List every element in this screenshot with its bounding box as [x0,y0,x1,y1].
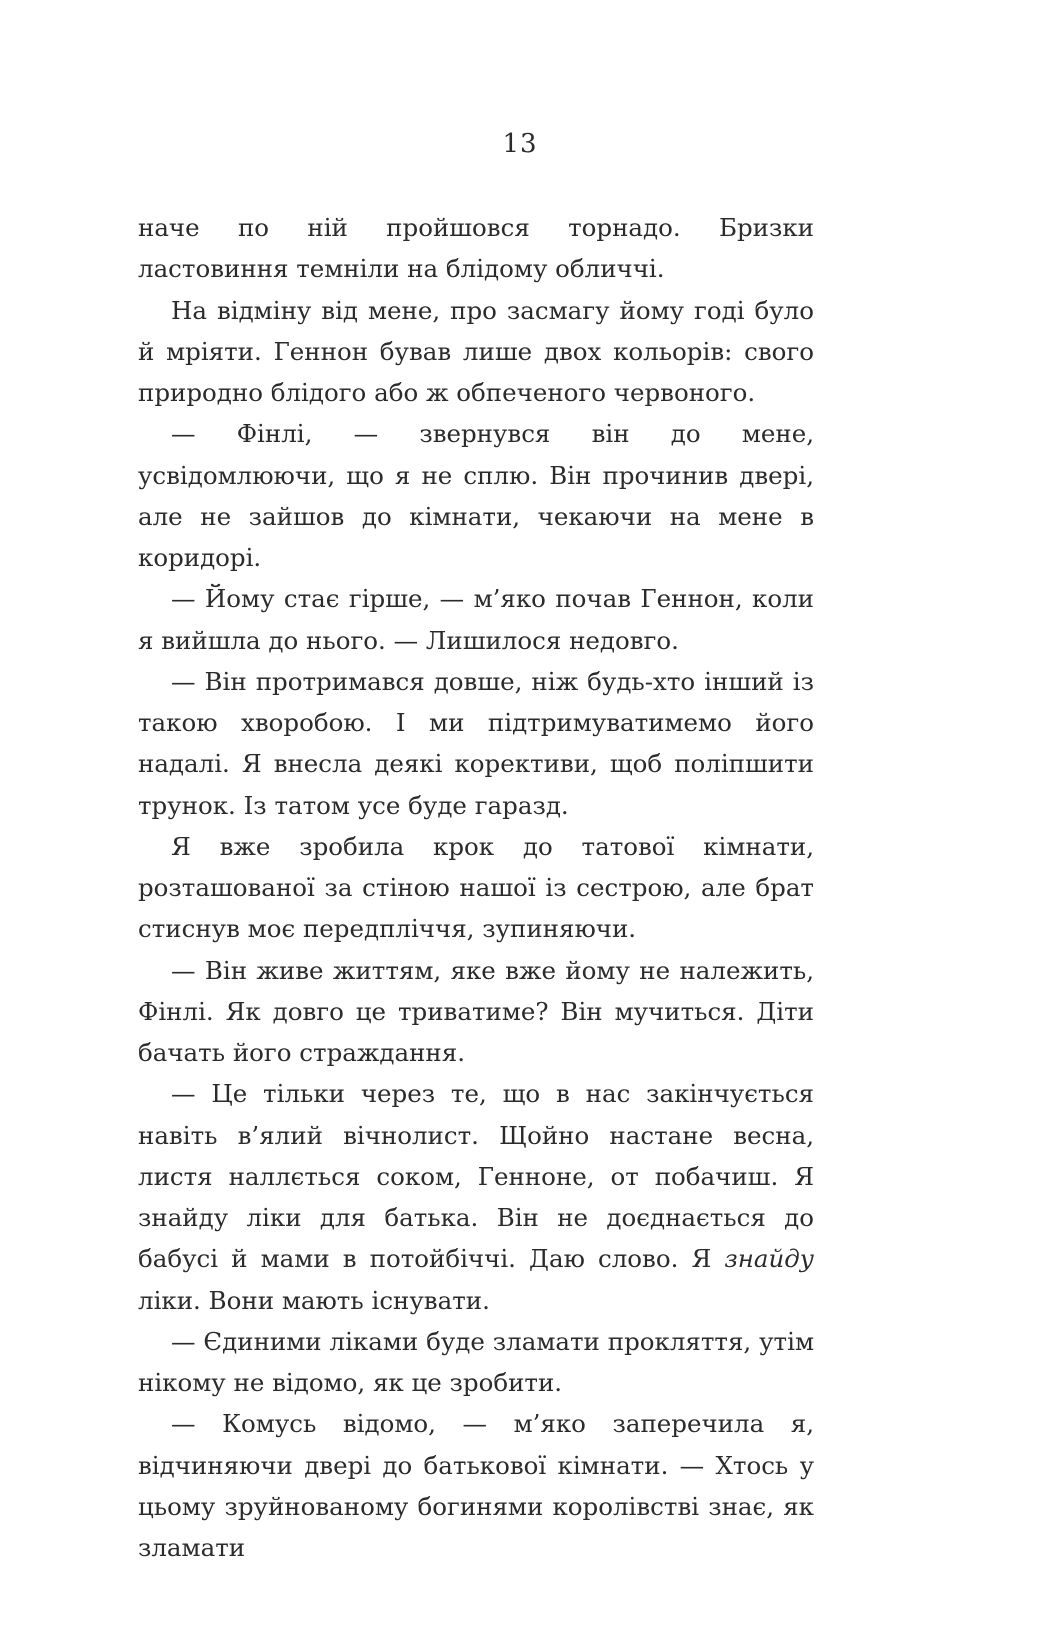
paragraph-text: — Він протримався довше, ніж будь-хто інший із такою хворобою. І ми підтримуватимемо його надалі. Я внесла деякі корективи, щоб поліпшити трунок. Із татом усе буде гаразд. [138,666,814,820]
paragraph [138,1321,814,1404]
paragraph [138,950,814,1074]
emphasis-text: знайду [724,1244,814,1274]
paragraph [138,1403,814,1568]
paragraph-text: На відміну від мене, про засмагу йому годі було й мріяти. Геннон бував лише двох кольорів: свого природно блідого або ж обпеченого червоного. [138,295,814,407]
paragraph [138,207,814,290]
paragraph-text: — Комусь відомо, — м’яко заперечила я, відчиняючи двері до батькової кімнати. — Хтось у цьому зруйнованому богинями королівстві знає, як зламати [138,1409,814,1562]
paragraph [138,1073,814,1321]
paragraph-text: — Фінлі, — звернувся він до мене, усвідомлюючи, що я не сплю. Він прочинив двері, але не зайшов до кімнати, чекаючи на мене в коридорі. [138,419,814,572]
paragraph [138,661,814,826]
paragraph-text: наче по ній пройшовся торнадо. Бризки ластовиння темніли на блідому обличчі. [138,213,814,284]
paragraph-text: — Йому стає гірше, — м’яко почав Геннон, коли я вийшла до нього. — Лишилося недовго. [138,584,814,655]
paragraph [138,290,814,414]
paragraph [138,413,814,578]
paragraph-text: Я вже зробила крок до татової кімнати, розташованої за стіною нашої із сестрою, але брат стиснув моє передпліччя, зупиняючи. [138,831,814,944]
paragraph [138,826,814,950]
paragraph-text: — Це тільки через те, що в нас закінчується навіть в’ялий вічнолист. Щойно настане весна, листя наллється соком, Генноне, от побачиш. Я знайду ліки для батька. Він не доєднається до бабусі й мами в потойбіччі. Даю слово. Я [138,1079,814,1274]
paragraph-text: ліки. Вони мають існувати. [138,1285,490,1315]
body-text [138,207,814,1568]
paragraph-text: — Він живе життям, яке вже йому не належить, Фінлі. Як довго це триватиме? Він мучиться. Діти бачать його страждання. [138,955,814,1067]
paragraph-text: — Єдиними ліками буде зламати прокляття, утім нікому не відомо, як це зробити. [138,1326,814,1397]
paragraph [138,578,814,661]
page-number: 13 [502,129,538,159]
